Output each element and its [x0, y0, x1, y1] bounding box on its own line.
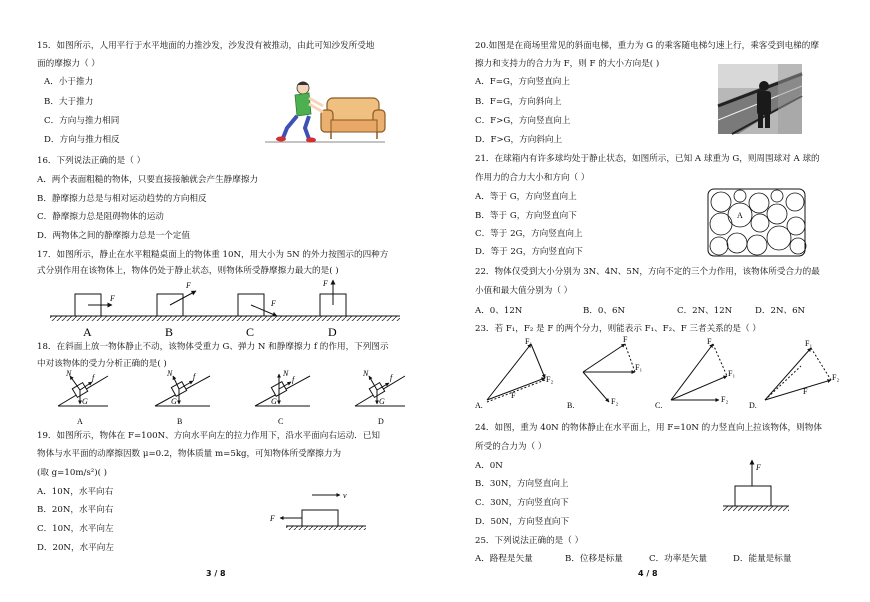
q22-option-c[interactable]: C．2N、12N: [677, 306, 733, 316]
q18-figure-c-friction-label: f: [292, 375, 295, 384]
q18-figure-a-normal-label: N: [66, 369, 72, 378]
q18-figure-d-friction-label: f: [390, 373, 393, 382]
q16-option-c[interactable]: C．静摩擦力总是阻碍物体的运动: [37, 212, 164, 222]
q25-option-c[interactable]: C．功率是矢量: [649, 554, 708, 564]
q20-escalator-photo: [718, 64, 802, 134]
q24-stem-line1: 24．如图，重为 40N 的物体静止在水平面上，用 F=10N 的力竖直向上拉该物体，则物体: [475, 423, 822, 433]
q15-stem-line1: 15．如图所示，人用平行于水平地面的力推沙发，沙发没有被推动，由此可知沙发所受地: [37, 41, 375, 51]
q18-incline-force-figures: [50, 370, 410, 426]
q17-figure-b-force-label: F: [186, 281, 191, 290]
q24-option-d[interactable]: D．50N，方向竖直向下: [475, 517, 570, 527]
q17-stem-line1: 17．如图所示，静止在水平粗糙桌面上的物体重 10N，用大小为 5N 的外力按图示的四种方: [37, 250, 389, 260]
q21-option-b[interactable]: B．等于 G，方向竖直向下: [475, 211, 577, 221]
q18-figure-a-friction-label: f: [92, 373, 95, 382]
q25-stem: 25．下列说法正确的是（ ）: [475, 536, 584, 546]
q21-option-d[interactable]: D．等于 2G，方向竖直向下: [475, 247, 583, 257]
q20-option-d[interactable]: D．F>G，方向斜向上: [475, 135, 563, 145]
q23-figure-b: [583, 335, 642, 406]
page-right: [435, 0, 870, 602]
q18-figure-a: [58, 369, 108, 406]
q23-figure-d-f1-label: F₁: [805, 339, 813, 348]
q20-option-b[interactable]: B．F=G，方向斜向上: [475, 97, 562, 107]
q18-label-c: C: [278, 417, 284, 426]
q21-stem-line1: 21．在球箱内有许多球均处于静止状态，如图所示，已知 A 球重为 G，则周围球对 A 球的: [475, 154, 820, 164]
q17-label-c: C: [246, 325, 255, 339]
q16-option-b[interactable]: B．静摩擦力总是与相对运动趋势的方向相反: [37, 194, 207, 204]
q19-option-d[interactable]: D．20N，水平向左: [37, 543, 114, 553]
q22-option-d[interactable]: D．2N、6N: [755, 306, 806, 316]
q17-figure-a-force-label: F: [110, 294, 115, 303]
q23-figure-c-f2-label: F₂: [721, 395, 729, 404]
q23-figure-a: [487, 337, 553, 402]
page-number-right: 4 / 8: [638, 569, 658, 578]
q21-stem-line2: 作用力的合力大小和方向（ ）: [475, 173, 590, 183]
q18-figure-d-gravity-label: G: [379, 397, 385, 406]
q18-figure-a-gravity-label: G: [82, 397, 88, 406]
q21-option-c[interactable]: C．等于 2G，方向竖直向上: [475, 229, 583, 239]
q22-option-a[interactable]: A．0、12N: [475, 306, 523, 316]
q19-velocity-label: v: [343, 491, 347, 500]
q23-label-a: A.: [475, 401, 483, 410]
q23-figure-a-f-label: F: [511, 391, 516, 400]
q24-stem-line2: 所受的合力为（ ）: [475, 442, 547, 452]
q21-ball-a-label: A: [737, 211, 743, 220]
q23-figure-a-f1-label: F₁: [525, 337, 533, 346]
q19-pulled-block-figure: [266, 488, 386, 536]
q18-label-d: D: [378, 417, 384, 426]
q16-option-a[interactable]: A．两个表面粗糙的物体，只要直接接触就会产生静摩擦力: [37, 175, 259, 185]
q17-figure-d-force-label: F: [323, 279, 328, 288]
q17-label-b: B: [165, 325, 174, 339]
q18-label-a: A: [77, 417, 83, 426]
q19-stem-line1: 19．如图所示，物体在 F=100N、方向水平向左的拉力作用下，沿水平面向右运动．已知: [37, 431, 380, 441]
q22-option-b[interactable]: B．0、6N: [583, 306, 625, 316]
q18-figure-c-gravity-label: G: [271, 397, 277, 406]
q18-figure-d: [355, 369, 405, 406]
q15-option-c[interactable]: C．方向与推力相同: [44, 116, 120, 126]
q19-force-label: F: [270, 514, 275, 523]
q15-option-a[interactable]: A．小于推力: [44, 77, 94, 87]
q15-option-b[interactable]: B．大于推力: [44, 97, 94, 107]
q23-figure-b-f2-label: F₂: [611, 397, 619, 406]
q21-option-a[interactable]: A．等于 G，方向竖直向上: [475, 192, 577, 202]
q20-option-c[interactable]: C．F>G，方向竖直向上: [475, 116, 571, 126]
q23-label-d: D.: [749, 401, 757, 410]
q18-label-b: B: [177, 417, 183, 426]
q23-vector-triangle-figures: [475, 335, 840, 412]
q25-option-a[interactable]: A．路程是矢量: [475, 554, 533, 564]
q20-stem-line1: 20.如图是在商场里常见的斜面电梯，重力为 G 的乘客随电梯匀速上行，乘客受到电梯的摩: [475, 41, 819, 51]
q23-figure-c-f1-label: F₁: [728, 369, 736, 378]
q18-stem-line2: 中对该物体的受力分析正确的是( ): [37, 359, 167, 369]
q17-four-force-figures: [50, 278, 400, 340]
q23-figure-c-f-label: F: [707, 337, 712, 346]
q23-figure-b-f-label: F: [623, 335, 628, 344]
q20-option-a[interactable]: A．F=G，方向竖直向上: [475, 77, 570, 87]
q23-label-c: C.: [655, 401, 663, 410]
q16-stem: 16．下列说法正确的是（ ）: [37, 156, 146, 166]
q17-label-d: D: [328, 325, 337, 339]
page-number-left: 3 / 8: [206, 569, 226, 578]
q19-option-c[interactable]: C．10N，水平向左: [37, 524, 114, 534]
q18-figure-b-gravity-label: G: [171, 397, 177, 406]
q20-stem-line2: 擦力和支持力的合力为 F，则 F 的大小方向是( ): [475, 59, 660, 69]
q23-label-b: B.: [567, 401, 575, 410]
q24-option-c[interactable]: C．30N，方向竖直向下: [475, 498, 569, 508]
q24-force-label: F: [756, 463, 761, 472]
q18-figure-c-normal-label: N: [283, 369, 289, 378]
q19-option-b[interactable]: B．20N，水平向右: [37, 505, 114, 515]
q18-figure-d-normal-label: N: [363, 369, 369, 378]
q16-option-d[interactable]: D．两物体之间的静摩擦力总是一个定值: [37, 231, 190, 241]
q24-option-a[interactable]: A．0N: [475, 461, 503, 471]
q15-option-d[interactable]: D．方向与推力相反: [44, 135, 120, 145]
q15-stem-line2: 面的摩擦力（ ）: [37, 59, 100, 69]
q19-stem-line3: (取 g=10m/s²)( ): [37, 468, 108, 478]
q25-option-d[interactable]: D．能量是标量: [733, 554, 792, 564]
q19-option-a[interactable]: A．10N，水平向右: [37, 487, 114, 497]
q23-stem: 23．若 F₁，F₂ 是 F 的两个分力，则能表示 F₁、F₂、F 三者关系的是（ ）: [475, 324, 761, 334]
q22-stem-line1: 22．物体仅受到大小分别为 3N、4N、5N，方向不定的三个力作用，该物体所受合力的最: [475, 267, 820, 277]
q18-figure-b-normal-label: N: [167, 369, 173, 378]
q24-option-b[interactable]: B．30N，方向竖直向上: [475, 479, 569, 489]
q23-figure-d-f-label: F: [803, 387, 808, 396]
q18-stem-line1: 18．在斜面上放一物体静止不动，该物体受重力 G、弹力 N 和静摩擦力 f 的作用，下列图示: [37, 342, 389, 352]
q23-figure-a-f2-label: F₂: [546, 375, 554, 384]
q17-label-a: A: [83, 325, 92, 339]
q18-figure-b: [155, 369, 210, 406]
q17-figure-c-force-label: F: [271, 299, 276, 308]
q18-figure-b-friction-label: f: [193, 372, 196, 381]
q17-stem-line2: 式分别作用在该物体上，物体仍处于静止状态，则物体所受静摩擦力最大的是( ): [37, 266, 339, 276]
q18-figure-c: [255, 369, 310, 406]
q23-figure-b-f1-label: F₁: [635, 363, 643, 372]
q19-stem-line2: 物体与水平面的动摩擦因数 μ=0.2，物体质量 m=5kg，可知物体所受摩擦力为: [37, 449, 342, 459]
q15-pushing-sofa-figure: [265, 76, 385, 144]
q25-option-b[interactable]: B．位移是标量: [565, 554, 623, 564]
q23-figure-c: [671, 337, 735, 404]
q22-stem-line2: 小值和最大值分别为（ ）: [475, 286, 573, 296]
q24-lifted-block-figure: [723, 456, 803, 516]
q21-ball-box-figure: [707, 188, 807, 258]
q23-figure-d-f2-label: F₂: [832, 373, 840, 382]
q23-figure-d: [765, 339, 839, 400]
